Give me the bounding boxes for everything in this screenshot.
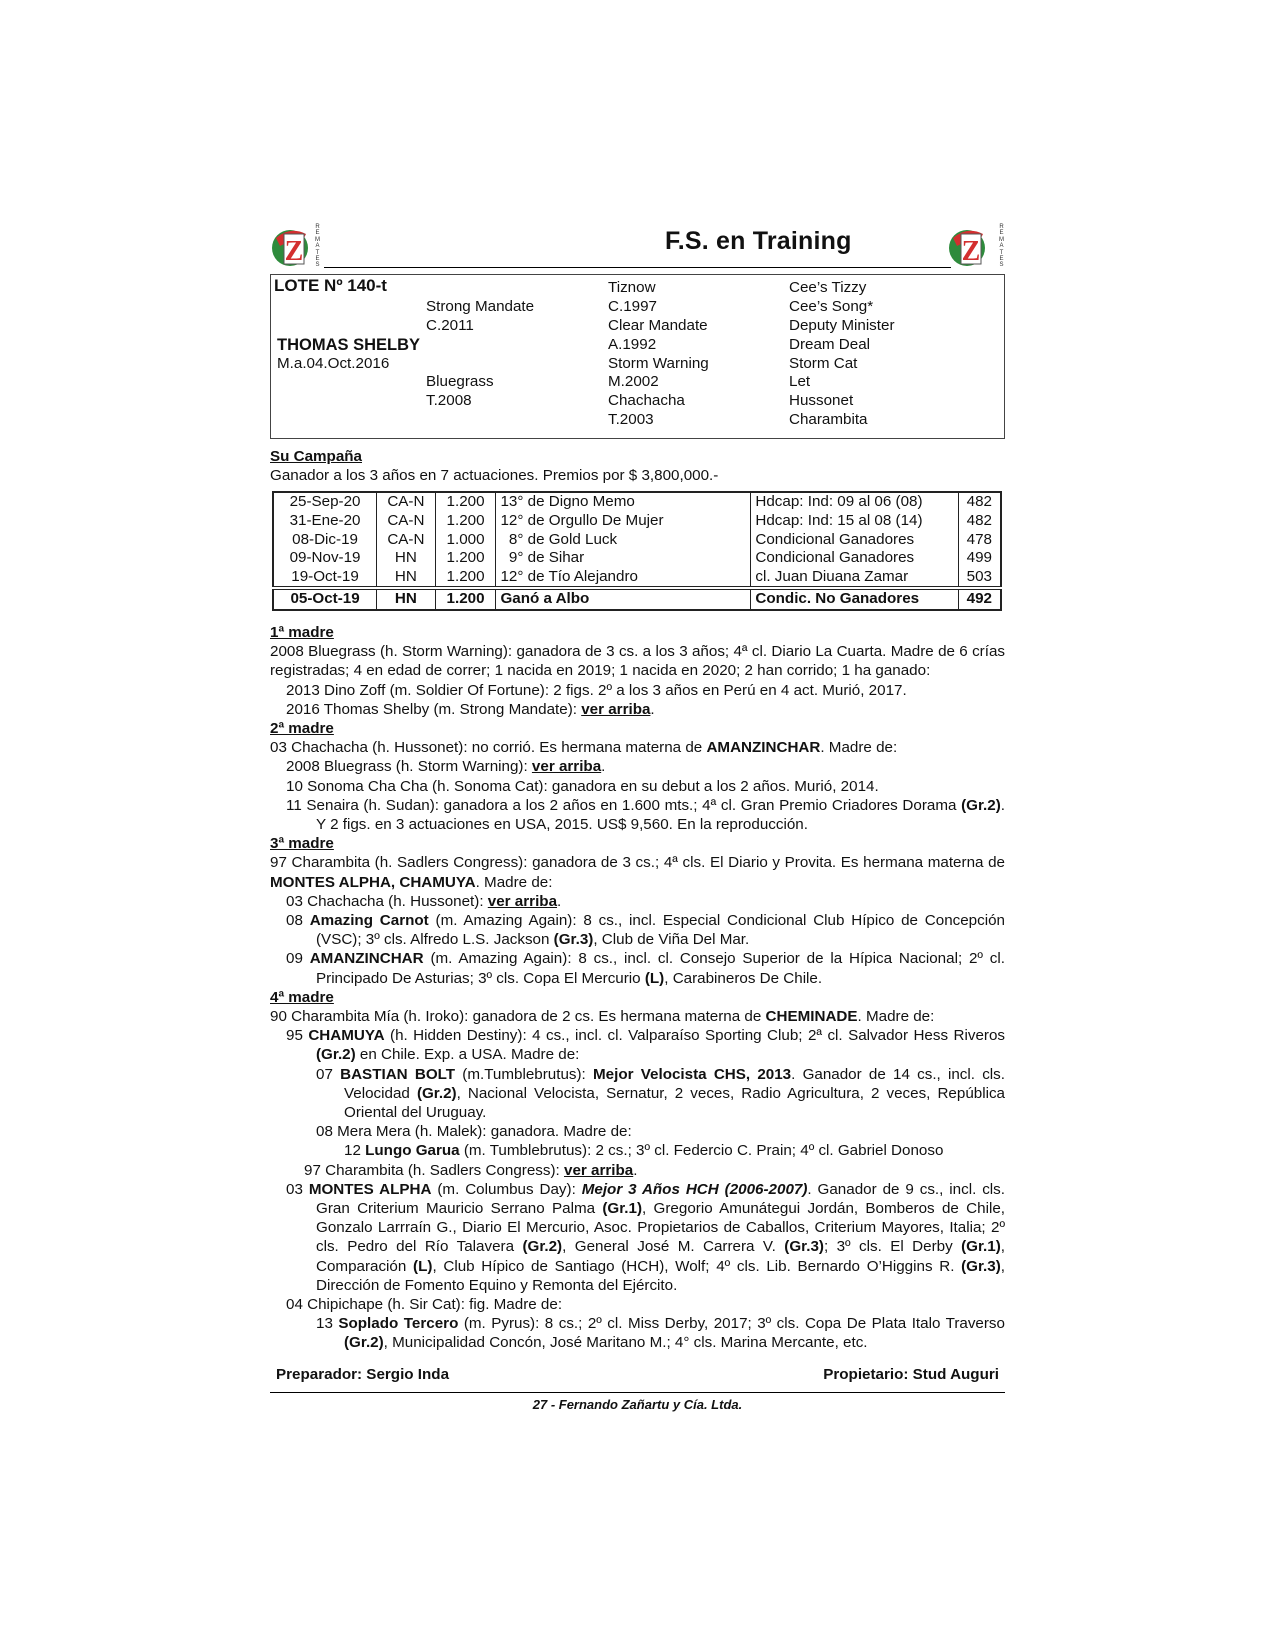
family-section (270, 623, 1005, 1353)
dam: Bluegrass (426, 373, 494, 390)
race-distance: 1.000 (435, 531, 496, 550)
svg-text:Z: Z (284, 236, 304, 267)
race-weight: 478 (958, 531, 1001, 550)
page-header (270, 224, 1005, 272)
ver-arriba-link[interactable]: ver arriba (531, 758, 602, 776)
gen3-entry: Let (789, 373, 811, 390)
race-row (273, 531, 1001, 550)
race-date: 25-Sep-20 (273, 492, 377, 512)
offspring-line: 08 Amazing Carnot (m. Amazing Again): 8 cs., incl. Especial Condicional Club Hípico de Concepción (VSC); 3º cls. Alfredo L.S. Jackson (Gr.3), Club de Viña Del Mar. (286, 912, 1005, 949)
second-dam-text: 03 Chachacha (h. Hussonet): no corrió. Es hermana materna de AMANZINCHAR. Madre de: (270, 739, 898, 757)
gen2-entry: Chachacha (608, 392, 685, 409)
race-condition: Hdcap: Ind: 09 al 06 (08) (751, 492, 958, 512)
race-row (273, 512, 1001, 531)
first-dam-title: 1ª madre (270, 623, 334, 641)
gen2-entry: Storm Warning (608, 355, 709, 372)
fourth-dam-title: 4ª madre (270, 988, 334, 1006)
offspring-line: 2016 Thomas Shelby (m. Strong Mandate): ver arriba. (286, 700, 655, 718)
race-condition: Condicional Ganadores (751, 549, 958, 568)
race-weight: 503 (958, 568, 1001, 589)
race-result: 12° de Tío Alejandro (496, 568, 751, 589)
race-track: HN (377, 568, 436, 589)
race-table (272, 491, 1002, 611)
fourth-dam-text: 90 Charambita Mía (h. Iroko): ganadora de 2 cs. Es hermana materna de CHEMINADE. Madre de: (270, 1008, 935, 1026)
offspring-line: 13 Soplado Tercero (m. Pyrus): 8 cs.; 2º cl. Miss Derby, 2017; 3º cls. Copa De Plata Italo Traverso (Gr.2), Municipalidad Concón, José Maritano M.; 4° cls. Marina Mercante, etc. (316, 1315, 1005, 1352)
offspring-line: 09 AMANZINCHAR (m. Amazing Again): 8 cs., incl. cl. Consejo Superior de la Hípica Nacional; 2º cl. Principado De Asturias; 3º cls. Copa El Mercurio (L), Carabineros De Chile. (286, 950, 1005, 987)
gen3-entry: Cee’s Song* (789, 298, 874, 315)
footer-rule (270, 1392, 1005, 1393)
race-date: 09-Nov-19 (273, 549, 377, 568)
offspring-line: 08 Mera Mera (h. Malek): ganadora. Madre de: (316, 1123, 632, 1141)
page-footer: 27 - Fernando Zañartu y Cía. Ltda. (532, 1396, 743, 1412)
gen2-entry: A.1992 (608, 336, 657, 353)
offspring-line: 12 Lungo Garua (m. Tumblebrutus): 2 cs.; 3º cl. Federcio C. Prain; 4º cl. Gabriel Donoso (344, 1142, 944, 1160)
race-date: 05-Oct-19 (273, 588, 377, 610)
offspring-line: 07 BASTIAN BOLT (m.Tumblebrutus): Mejor Velocista CHS, 2013. Ganador de 14 cs., incl. cls. Velocidad (Gr.2), Nacional Velocista, Sernatur, 2 veces, Radio Agricultura, 2 veces, República Oriental del Uruguay. (316, 1065, 1006, 1122)
offspring-line: 2008 Bluegrass (h. Storm Warning): ver arriba. (286, 758, 606, 776)
race-track: CA-N (377, 531, 436, 550)
offspring-line: 10 Sonoma Cha Cha (h. Sonoma Cat): ganadora en su debut a los 2 años. Murió, 2014. (286, 777, 879, 795)
ver-arriba-link[interactable]: ver arriba (564, 1161, 634, 1179)
offspring-line: 11 Senaira (h. Sudan): ganadora a los 2 años en 1.600 mts.; 4ª cl. Gran Premio Criadores Dorama (Gr.2). Y 2 figs. en 3 actuaciones en USA, 2015. US$ 9,560. En la reproducción. (286, 796, 1005, 833)
race-condition: Condicional Ganadores (751, 531, 958, 550)
race-result: 13° de Digno Memo (496, 492, 751, 512)
race-condition: cl. Juan Diuana Zamar (751, 568, 958, 589)
ver-arriba-link[interactable]: ver arriba (487, 892, 558, 910)
gen2-entry: T.2003 (608, 411, 654, 428)
race-result: 12° de Orgullo De Mujer (496, 512, 751, 531)
race-distance: 1.200 (435, 568, 496, 589)
gen2-entry: Clear Mandate (608, 317, 708, 334)
footer-credits (270, 1365, 1005, 1384)
gen3-entry: Cee’s Tizzy (789, 279, 867, 296)
race-result: 8° de Gold Luck (496, 531, 751, 550)
sire: Strong Mandate (426, 298, 535, 315)
gen2-entry: C.1997 (608, 298, 657, 315)
dam-info: T.2008 (426, 392, 472, 409)
race-row (273, 492, 1001, 512)
offspring-line: 97 Charambita (h. Sadlers Congress): ver arriba. (304, 1161, 638, 1179)
race-condition: Hdcap: Ind: 15 al 08 (14) (751, 512, 958, 531)
zr-logo-icon (947, 224, 999, 270)
offspring-line: 2013 Dino Zoff (m. Soldier Of Fortune): 2 figs. 2º a los 3 años en Perú en 4 act. Murió, 2017. (286, 681, 907, 699)
third-dam-title: 3ª madre (270, 835, 334, 853)
race-distance: 1.200 (435, 492, 496, 512)
page-title: F.S. en Training (665, 227, 852, 255)
race-track: HN (377, 549, 436, 568)
race-row-win (273, 588, 1001, 610)
gen3-entry: Dream Deal (789, 336, 871, 353)
race-weight: 492 (958, 588, 1001, 610)
race-distance: 1.200 (435, 588, 496, 610)
offspring-line: 04 Chipichape (h. Sir Cat): fig. Madre de: (286, 1296, 563, 1314)
gen2-entry: M.2002 (608, 373, 659, 390)
campaign-title: Su Campaña (270, 448, 362, 465)
second-dam-title: 2ª madre (270, 719, 334, 737)
race-date: 19-Oct-19 (273, 568, 377, 589)
race-result: Ganó a Albo (496, 588, 751, 610)
pedigree-box (270, 274, 1005, 439)
race-weight: 482 (958, 512, 1001, 531)
owner: Propietario: Stud Auguri (823, 1365, 999, 1383)
race-track: CA-N (377, 512, 436, 531)
race-row (273, 549, 1001, 568)
ver-arriba-link[interactable]: ver arriba (581, 700, 651, 718)
race-result: 9° de Sihar (496, 549, 751, 568)
race-track: HN (377, 588, 436, 610)
gen3-entry: Charambita (789, 411, 868, 428)
offspring-line: 95 CHAMUYA (h. Hidden Destiny): 4 cs., incl. cl. Valparaíso Sporting Club; 2ª cl. Salvador Hess Riveros (Gr.2) en Chile. Exp. a USA. Madre de: (286, 1027, 1005, 1064)
gen3-entry: Deputy Minister (789, 317, 895, 334)
gen3-entry: Hussonet (789, 392, 854, 409)
remates-label: R E M A T E S (999, 224, 1004, 269)
race-distance: 1.200 (435, 549, 496, 568)
gen3-entry: Storm Cat (789, 355, 858, 372)
header-rule (324, 267, 951, 268)
horse-name: THOMAS SHELBY (277, 336, 421, 354)
offspring-line: 03 Chachacha (h. Hussonet): ver arriba. (286, 892, 562, 910)
race-condition: Condic. No Ganadores (751, 588, 958, 610)
trainer: Preparador: Sergio Inda (276, 1365, 450, 1383)
first-dam-text: 2008 Bluegrass (h. Storm Warning): ganadora de 3 cs. a los 3 años; 4ª cl. Diario La Cuarta. Madre de 6 crías registradas; 4 en edad de correr; 1 nacida en 2019; 1 nacida en 2020; 2 han corrido; 1 ha ganado: (270, 643, 1005, 680)
svg-text:Z: Z (961, 236, 981, 267)
race-distance: 1.200 (435, 512, 496, 531)
campaign-summary: Ganador a los 3 años en 7 actuaciones. Premios por $ 3,800,000.- (270, 467, 719, 485)
race-weight: 482 (958, 492, 1001, 512)
offspring-line: 03 MONTES ALPHA (m. Columbus Day): Mejor 3 Años HCH (2006-2007). Ganador de 9 cs., incl. cls. Gran Criterium Mauricio Serrano Palma (Gr.1), Gregorio Amunátegui Jordán, Bomberos de Chile, Gonzalo Larrraín G., Diario El Mercurio, Asoc. Propietarios de Caballos, Criterium Mayores, Italia; 2º cls. Pedro del Río Talavera (Gr.2), General José M. Carrera V. (Gr.3); 3º cls. El Derby (Gr.1), Comparación (L), Club Hípico de Santiago (HCH), Wolf; 4º cls. Lib. Bernardo O’Higgins R. (Gr.3), Dirección de Fomento Equino y Remonta del Ejército. (286, 1180, 1006, 1294)
gen2-entry: Tiznow (608, 279, 656, 296)
race-track: CA-N (377, 492, 436, 512)
race-weight: 499 (958, 549, 1001, 568)
race-row (273, 568, 1001, 589)
race-date: 08-Dic-19 (273, 531, 377, 550)
remates-label: R E M A T E S (315, 224, 320, 269)
catalog-page (270, 224, 1005, 1414)
sire-info: C.2011 (426, 317, 474, 334)
campaign-section (270, 447, 1005, 485)
race-date: 31-Ene-20 (273, 512, 377, 531)
lot-number: LOTE Nº 140-t (274, 276, 387, 295)
third-dam-text: 97 Charambita (h. Sadlers Congress): ganadora de 3 cs.; 4ª cls. El Diario y Provita. Es hermana materna de MONTES ALPHA, CHAMUYA. Madre de: (270, 854, 1005, 891)
horse-info: M.a.04.Oct.2016 (277, 355, 390, 372)
